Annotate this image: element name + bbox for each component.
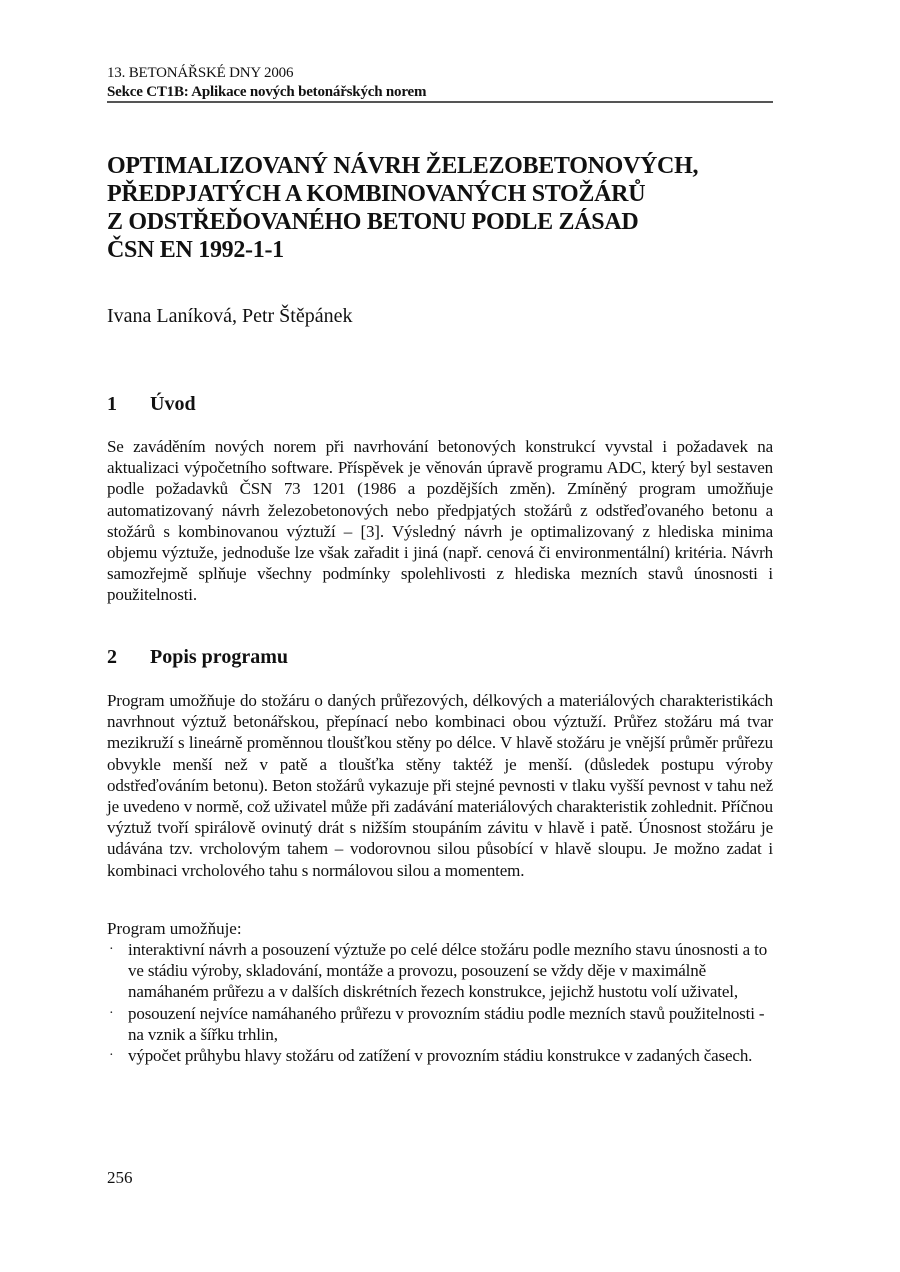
list-item xyxy=(107,1045,773,1066)
header-rule xyxy=(107,101,773,103)
program-description-paragraph: Program umožňuje do stožáru o daných průřezových, délkových a materiálových charakteristikách navrhnout výztuž betonářskou, přepínací nebo kombinaci obou výztuží. Průřez stožáru má tvar mezikruží s lineárně proměnnou tloušťkou stěny po délce. V hlavě stožáru je vnější průměr průřezu obvykle menší než v patě a tloušťka stěny taktéž je menší. (důsledek postupu výroby odstřeďováním betonu). Beton stožárů vykazuje při stejné pevnosti v tlaku vyšší pevnost v tahu než je uvedeno v normě, což uživatel může při zadávání materiálových charakteristik zohlednit. Příčnou výztuž tvoří spirálově ovinutý drát s nižším stoupáním závitu v hlavě i patě. Únosnost stožáru je udávána tzv. vrcholovým tahem – vodorovnou silou působící v hlavě sloupu. Je možno zadat i kombinaci vrcholového tahu s normálovou silou a momentem. xyxy=(107,691,773,880)
list-intro: Program umožňuje: xyxy=(107,919,242,938)
section-title: Úvod xyxy=(150,393,196,415)
section-title: Popis programu xyxy=(150,646,288,668)
section-heading-2 xyxy=(107,645,288,669)
title-line: PŘEDPJATÝCH A KOMBINOVANÝCH STOŽÁRŮ xyxy=(107,181,646,207)
page-number: 256 xyxy=(107,1168,133,1187)
list-item-text: výpočet průhybu hlavy stožáru od zatížení v provozním stádiu konstrukce v zadaných časech. xyxy=(128,1046,753,1066)
bullet-icon: · xyxy=(109,1048,114,1064)
section-heading-1 xyxy=(107,392,196,416)
bullet-icon: · xyxy=(109,1005,114,1021)
list-item xyxy=(107,939,773,1003)
section-number: 1 xyxy=(107,393,117,415)
title-line: ČSN EN 1992-1-1 xyxy=(107,237,284,263)
running-head xyxy=(107,64,773,102)
list-item-text: posouzení nejvíce namáhaného průřezu v provozním stádiu podle mezních stavů použitelnosti - na vznik a šířku trhlin, xyxy=(128,1003,765,1044)
bullet-icon: · xyxy=(109,942,114,957)
paper-title xyxy=(107,152,773,264)
intro-paragraph: Se zaváděním nových norem při navrhování betonových konstrukcí vyvstal i požadavek na aktualizaci výpočetního software. Příspěvek je věnován úpravě programu ADC, který byl sestaven podle požadavků ČSN 73 1201 (1986 a pozdějších změn). Zmíněný program umožňuje automatizovaný návrh železobetonových nebo předpjatých stožárů z odstřeďovaného betonu a stožárů s kombinovanou výztuží – [3]. Výsledný návrh je optimalizovaný z hlediska minima objemu výztuže, jednoduše lze však zařadit i jiná (např. cenová či environmentální) kritéria. Návrh samozřejmě splňuje všechny podmínky spolehlivosti z hlediska mezních stavů únosnosti i použitelnosti. xyxy=(107,437,773,605)
conference-name: 13. BETONÁŘSKÉ DNY 2006 xyxy=(107,65,294,81)
feature-list xyxy=(107,939,773,1066)
title-line: Z ODSTŘEĎOVANÉHO BETONU PODLE ZÁSAD xyxy=(107,209,639,235)
title-line: OPTIMALIZOVANÝ NÁVRH ŽELEZOBETONOVÝCH, xyxy=(107,153,699,179)
list-item-text: interaktivní návrh a posouzení výztuže po celé délce stožáru podle mezního stavu únosnosti a to ve stádiu výroby, skladování, montáže a provozu, posouzení se vždy děje v maximálně namáhaném průřezu a v dalších diskrétních řezech konstrukce, jejichž hustotu volí uživatel, xyxy=(128,940,768,1002)
list-item xyxy=(107,1003,773,1045)
section-number: 2 xyxy=(107,646,117,668)
authors: Ivana Laníková, Petr Štěpánek xyxy=(107,305,353,327)
section-name: Sekce CT1B: Aplikace nových betonářských norem xyxy=(107,84,427,100)
